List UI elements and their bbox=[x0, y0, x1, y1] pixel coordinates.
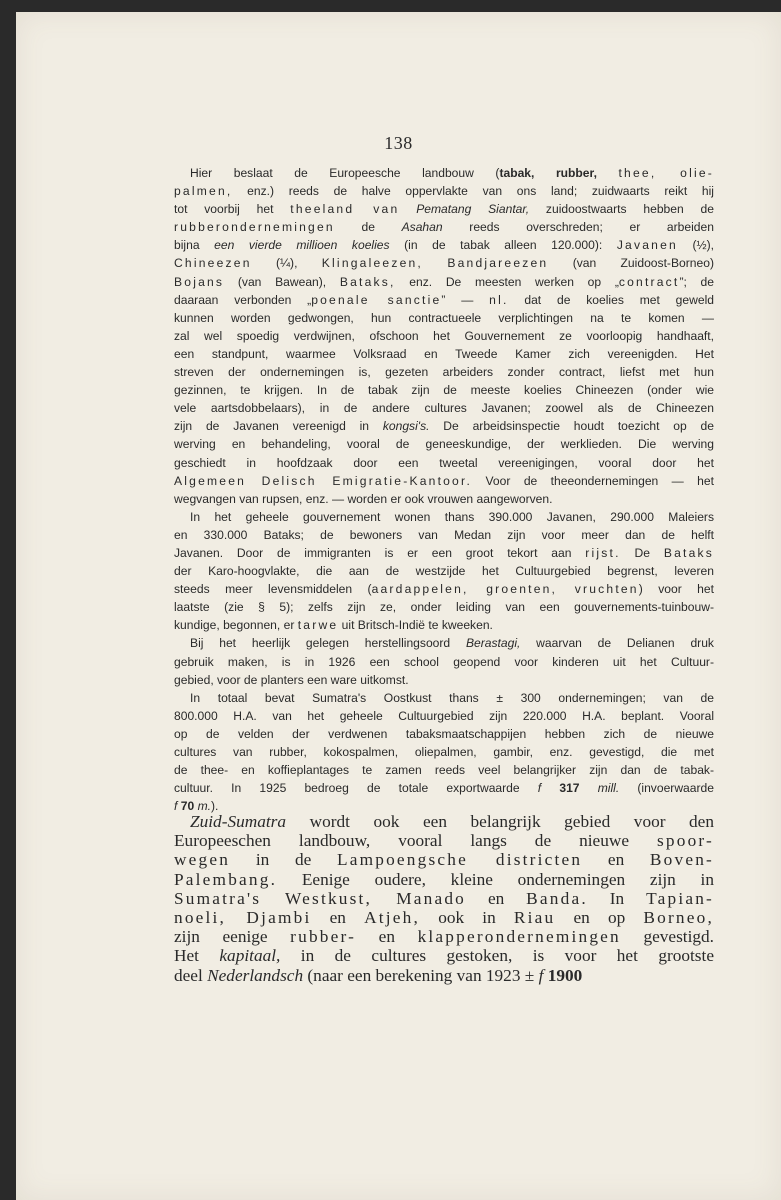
text-run: ”; de bbox=[679, 274, 715, 289]
text-run: m. bbox=[197, 799, 212, 814]
text-run: noeli, Djambi bbox=[174, 908, 312, 928]
text-run: gevestigd. bbox=[620, 927, 715, 947]
text-run: de bbox=[334, 220, 402, 235]
text-run: rubber- bbox=[290, 927, 357, 947]
text-run: Atjeh, bbox=[364, 908, 421, 928]
text-run: de thee- en koffieplantages te zamen reeds veel belangrijker zijn dan de tabak- bbox=[174, 763, 714, 778]
text-line bbox=[174, 363, 714, 381]
text-run: tot voorbij het bbox=[174, 202, 291, 217]
text-run: f bbox=[538, 965, 544, 985]
text-run: werving en behandeling, vooral de geneeskundige, der werklieden. Die werving bbox=[174, 437, 714, 452]
text-line bbox=[174, 200, 714, 218]
text-run: (van Bawean), bbox=[224, 274, 340, 289]
text-run: tarwe bbox=[297, 618, 339, 633]
text-run: In het geheele gouvernement wonen thans 390.000 Javanen, 290.000 Maleiers bbox=[190, 509, 714, 524]
text-run: geschiedt in hoofdzaak door een tweetal vereenigingen, vooral door het bbox=[174, 455, 714, 470]
text-run: ) voor het bbox=[638, 582, 714, 597]
text-line bbox=[174, 812, 714, 831]
text-line bbox=[174, 725, 714, 743]
text-run: Europeeschen landbouw, vooral langs de nieuwe bbox=[174, 831, 657, 851]
text-run: De arbeidsinspectie houdt toezicht op de bbox=[429, 419, 714, 434]
text-line bbox=[174, 508, 714, 526]
text-run bbox=[580, 781, 598, 795]
text-run: enz.) reeds de halve oppervlakte van ons land; zuidwaarts reikt hij bbox=[232, 184, 714, 199]
text-run: ook in bbox=[420, 908, 514, 928]
text-line bbox=[174, 889, 714, 908]
text-run: Javanen. Door de immigranten is er een groot tekort aan bbox=[174, 545, 586, 560]
text-line bbox=[174, 472, 714, 490]
text-line bbox=[174, 966, 714, 985]
text-run: Bataks bbox=[663, 545, 714, 560]
text-line bbox=[174, 779, 714, 797]
book-page bbox=[16, 12, 781, 1200]
text-run: In bbox=[587, 888, 647, 908]
text-run: vele aartsdobbelaars), in de andere cultures Javanen; zoowel als de Chineezen bbox=[174, 401, 714, 416]
text-run: Zuid-Sumatra bbox=[190, 812, 287, 831]
text-run: ). bbox=[211, 799, 219, 814]
text-run: Klingaleezen, bbox=[321, 256, 423, 271]
paragraph-export bbox=[174, 689, 714, 816]
text-run: Algemeen Delisch Emigratie-Kantoor. bbox=[174, 473, 473, 488]
text-run: Tapian- bbox=[646, 888, 714, 908]
text-line bbox=[174, 218, 714, 236]
text-run: en bbox=[466, 888, 527, 908]
text-line bbox=[174, 490, 714, 508]
text-line bbox=[174, 831, 714, 850]
text-line bbox=[174, 164, 714, 182]
text-run: gezinnen, te krijgen. In de tabak zijn de meeste koelies Chineezen (onder wie bbox=[174, 383, 714, 398]
text-run: nl. bbox=[489, 292, 509, 307]
text-run: (in de tabak alleen 120.000): bbox=[389, 238, 617, 253]
text-run: kundige, begonnen, er bbox=[174, 618, 298, 633]
text-run: bijna bbox=[174, 238, 215, 253]
text-run bbox=[399, 202, 416, 216]
text-line bbox=[174, 761, 714, 779]
text-run: en op bbox=[555, 908, 644, 928]
text-run: en bbox=[582, 850, 650, 870]
text-line bbox=[174, 273, 714, 291]
text-run: Javanen bbox=[616, 238, 678, 253]
text-run: kapitaal, bbox=[219, 946, 281, 966]
text-run: spoor- bbox=[656, 831, 714, 851]
text-line bbox=[174, 399, 714, 417]
text-run: cultures van rubber, kokospalmen, oliepalmen, gambir, enz. gevestigd, die met bbox=[174, 745, 714, 759]
text-run: thee, olie- bbox=[618, 166, 714, 180]
text-run: In totaal bevat Sumatra's Oostkust thans ± 300 ondernemingen; van de bbox=[190, 690, 714, 705]
text-run: De bbox=[620, 545, 664, 560]
text-line bbox=[174, 707, 714, 725]
text-run: Bojans bbox=[174, 274, 225, 289]
paragraph-labour bbox=[174, 164, 714, 508]
text-line bbox=[174, 544, 714, 562]
text-run: wegen bbox=[174, 850, 231, 870]
text-run: Bandjareezen bbox=[447, 256, 549, 271]
text-line bbox=[174, 908, 714, 927]
text-run: (van Zuidoost-Borneo) bbox=[548, 256, 714, 271]
text-run: 317 bbox=[559, 781, 580, 796]
text-run: aardappelen, groenten, vruchten bbox=[371, 582, 639, 597]
text-line bbox=[174, 689, 714, 707]
text-line bbox=[174, 616, 714, 634]
text-run: tabak, rubber, bbox=[499, 166, 597, 180]
text-run: klapperondernemingen bbox=[417, 927, 621, 947]
text-line bbox=[174, 580, 714, 598]
text-run: laatste (zie § 5); zelfs zijn ze, onder leiding van een gouvernements-tuinbouw- bbox=[174, 600, 714, 615]
text-run: cultuur. In 1925 bedroeg de totale exportwaarde bbox=[174, 781, 538, 796]
text-line bbox=[174, 236, 714, 254]
text-run: in de bbox=[230, 850, 337, 870]
text-line bbox=[174, 254, 714, 272]
text-run: (¼), bbox=[251, 256, 322, 271]
text-line bbox=[174, 454, 714, 472]
text-run: rijst. bbox=[585, 545, 621, 560]
text-run: uit Britsch-Indië te kweeken. bbox=[338, 618, 493, 633]
text-run: Berastagi, bbox=[465, 636, 521, 651]
text-line bbox=[174, 598, 714, 616]
text-line bbox=[174, 182, 714, 200]
text-run: contract bbox=[618, 274, 680, 289]
text-run: en 330.000 Bataks; de bewoners van Medan zijn voor meer dan de helft bbox=[174, 527, 714, 542]
text-run: ” — bbox=[441, 292, 490, 307]
text-line bbox=[174, 653, 714, 671]
text-run: dat de koelies met geweld bbox=[508, 292, 714, 307]
text-run: zijn de Javanen vereenigd in bbox=[174, 419, 383, 434]
text-line bbox=[174, 345, 714, 363]
text-run: steeds meer levensmiddelen ( bbox=[174, 582, 372, 597]
body-text bbox=[174, 164, 714, 815]
text-run: op de velden der verdwenen tabaksmaatschappijen hebben zich de nieuwe bbox=[174, 726, 714, 741]
text-line bbox=[174, 381, 714, 399]
text-run: Borneo, bbox=[643, 908, 714, 928]
text-line bbox=[174, 562, 714, 580]
text-run: palmen, bbox=[174, 184, 233, 199]
text-run: der Karo-hoogvlakte, die aan de westzijde het Cultuurgebied begrenst, leveren bbox=[174, 564, 714, 579]
text-run: Boven- bbox=[649, 850, 714, 870]
text-run: een vierde millioen koelies bbox=[214, 238, 390, 253]
text-run: Palembang. bbox=[174, 869, 278, 889]
paragraph-population bbox=[174, 508, 714, 635]
text-run: Sumatra's Westkust, Manado bbox=[174, 888, 467, 908]
text-line bbox=[174, 634, 714, 652]
text-run bbox=[541, 781, 559, 795]
text-line bbox=[174, 946, 714, 965]
text-run: 1900 bbox=[547, 965, 583, 985]
text-run: Pematang Siantar, bbox=[416, 202, 530, 217]
text-run: deel bbox=[174, 965, 208, 985]
text-run: wordt ook een belangrijk gebied voor den bbox=[286, 812, 714, 831]
text-run: theeland van bbox=[290, 202, 400, 217]
text-run: Asahan bbox=[401, 220, 443, 235]
text-run: enz. De meesten werken op „ bbox=[395, 274, 619, 289]
text-run: gebruik maken, is in 1926 een school geopend voor kinderen uit het Cultuur- bbox=[174, 654, 714, 669]
text-run: rubberondernemingen bbox=[174, 220, 335, 235]
text-run: Eenige oudere, kleine ondernemingen zijn in bbox=[277, 869, 714, 889]
text-run: gebied, voor de planters een ware uitkomst. bbox=[174, 672, 409, 687]
text-line bbox=[174, 671, 714, 689]
text-run: en bbox=[311, 908, 365, 928]
text-run: zuidoostwaarts hebben de bbox=[529, 202, 714, 217]
text-run: wegvangen van rupsen, enz. — worden er ook vrouwen aangeworven. bbox=[174, 491, 553, 506]
text-line bbox=[174, 327, 714, 345]
text-run: reeds overschreden; er arbeiden bbox=[442, 220, 714, 235]
text-run: Het bbox=[174, 946, 220, 966]
text-run: kongsi's. bbox=[382, 419, 430, 434]
page-number: 138 bbox=[384, 133, 413, 153]
text-run: Banda. bbox=[526, 888, 588, 908]
text-run: Riau bbox=[513, 908, 556, 928]
text-run: mill. bbox=[597, 781, 620, 796]
text-run: 800.000 H.A. van het geheele Cultuurgebied zijn 220.000 H.A. beplant. Vooral bbox=[174, 708, 714, 723]
text-run: 70 bbox=[180, 799, 195, 814]
text-run: streven der ondernemingen is, gezeten arbeiders zonder contract, liefst met hun bbox=[174, 365, 714, 380]
paragraph-south-sumatra bbox=[174, 812, 714, 985]
text-run: Bij het heerlijk gelegen herstellingsoord bbox=[190, 636, 466, 651]
text-line bbox=[174, 526, 714, 544]
text-run: (naar een berekening van 1923 ± bbox=[303, 965, 539, 985]
text-line bbox=[174, 309, 714, 327]
text-run: Voor de theeondernemingen — het bbox=[472, 473, 714, 488]
text-run: Bataks, bbox=[339, 274, 396, 289]
text-run: kunnen worden gedwongen, hun contractueele verplichtingen na te komen — bbox=[174, 310, 714, 325]
text-run: daaraan verbonden „ bbox=[174, 292, 312, 307]
text-line bbox=[174, 291, 714, 309]
text-run: een standpunt, waarmee Volksraad en Tweede Kamer zich vereenigden. Het bbox=[174, 346, 714, 361]
text-line bbox=[174, 435, 714, 453]
text-line bbox=[174, 927, 714, 946]
text-run: zal wel spoedig verdwijnen, ofschoon het Gouvernement ze voorloopig handhaaft, bbox=[174, 328, 714, 343]
text-run: poenale sanctie bbox=[311, 292, 442, 307]
text-run: Nederlandsch bbox=[207, 965, 304, 985]
text-run: Chineezen bbox=[174, 256, 252, 271]
text-run: in de cultures gestoken, is voor het grootste bbox=[280, 946, 714, 966]
text-run: Lampoengsche districten bbox=[336, 850, 583, 870]
text-run: waarvan de Delianen druk bbox=[520, 636, 714, 651]
text-run bbox=[597, 166, 619, 180]
text-run: f bbox=[537, 781, 542, 796]
text-run: f bbox=[174, 799, 178, 814]
text-line bbox=[174, 743, 714, 761]
text-run: (invoerwaarde bbox=[619, 781, 714, 796]
paragraph-berastagi bbox=[174, 634, 714, 688]
text-line bbox=[174, 417, 714, 435]
text-run: (½), bbox=[677, 238, 714, 253]
text-line bbox=[174, 870, 714, 889]
text-line bbox=[174, 850, 714, 869]
text-run: zijn eenige bbox=[174, 927, 291, 947]
text-run bbox=[423, 256, 447, 270]
text-run: en bbox=[356, 927, 418, 947]
text-run: Hier beslaat de Europeesche landbouw ( bbox=[190, 166, 500, 180]
